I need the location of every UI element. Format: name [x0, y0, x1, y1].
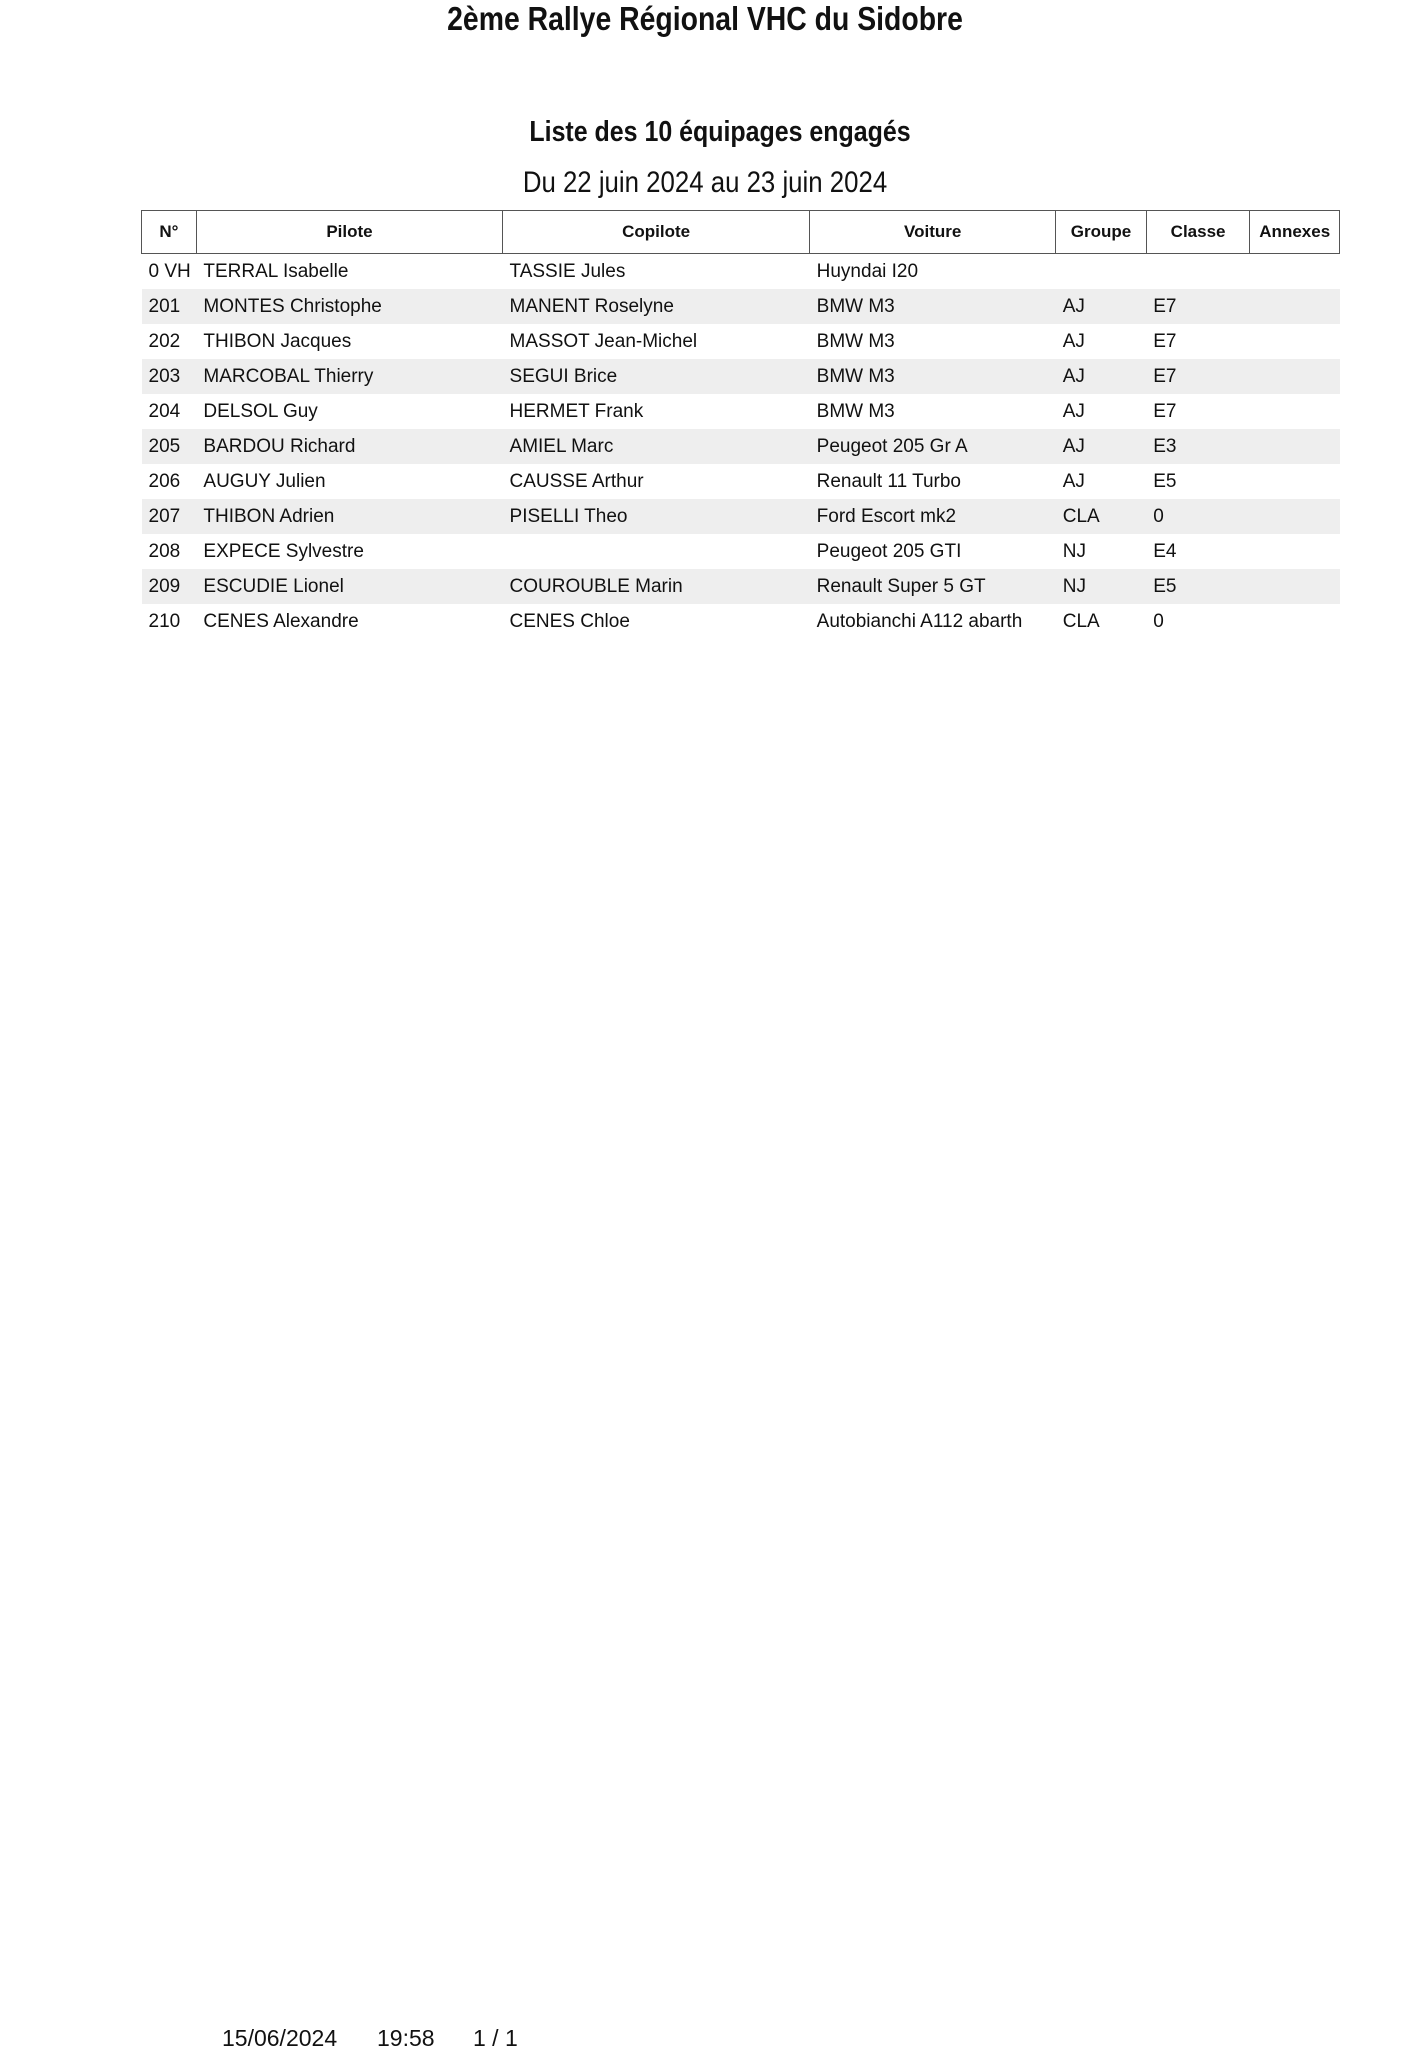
table-row — [142, 604, 1340, 639]
cell-pilote: DELSOL Guy — [203, 400, 318, 422]
cell-num: 204 — [148, 400, 181, 422]
cell-classe: E7 — [1146, 359, 1250, 394]
table-row — [142, 569, 1340, 604]
cell-classe: 0 — [1153, 610, 1164, 632]
header-groupe: Groupe — [1056, 211, 1147, 254]
cell-classe: E5 — [1146, 569, 1250, 604]
cell-voiture: Ford Escort mk2 — [810, 499, 1056, 534]
cell-voiture: BMW M3 — [810, 289, 1056, 324]
cell-copilote: HERMET Frank — [509, 400, 644, 422]
cell-pilote: TERRAL Isabelle — [203, 260, 349, 282]
cell-pilote: MONTES Christophe — [196, 289, 502, 324]
cell-pilote: MARCOBAL Thierry — [196, 359, 502, 394]
cell-voiture: BMW M3 — [810, 359, 1056, 394]
footer-date: 15/06/2024 — [222, 2025, 338, 2048]
cell-voiture: Autobianchi A112 abarth — [816, 610, 1023, 632]
cell-num: 208 — [148, 540, 181, 562]
table-row — [142, 499, 1340, 534]
cell-annexes — [1250, 464, 1340, 499]
cell-num: 201 — [142, 289, 197, 324]
header-voiture: Voiture — [810, 211, 1056, 254]
cell-num: 207 — [142, 499, 197, 534]
cell-copilote: COUROUBLE Marin — [503, 569, 810, 604]
cell-pilote: EXPECE Sylvestre — [203, 540, 364, 562]
cell-voiture: Peugeot 205 GTI — [816, 540, 962, 562]
cell-annexes — [1250, 534, 1340, 569]
header-classe: Classe — [1146, 211, 1250, 254]
cell-copilote: CENES Chloe — [509, 610, 630, 632]
cell-copilote: CAUSSE Arthur — [509, 470, 644, 492]
cell-voiture: Peugeot 205 Gr A — [810, 429, 1056, 464]
cell-groupe: AJ — [1062, 470, 1085, 492]
table-row — [142, 289, 1340, 324]
cell-num: 206 — [148, 470, 181, 492]
cell-groupe — [1056, 254, 1147, 290]
cell-classe: E7 — [1153, 330, 1177, 352]
document-title: 2ème Rallye Régional VHC du Sidobre — [447, 0, 963, 37]
cell-annexes — [1250, 254, 1340, 290]
cell-num: 210 — [148, 610, 181, 632]
table-header — [142, 211, 1340, 254]
cell-pilote: CENES Alexandre — [203, 610, 359, 632]
cell-num: 203 — [142, 359, 197, 394]
table-row — [142, 324, 1340, 359]
cell-voiture: Huyndai I20 — [816, 260, 919, 282]
date-range: Du 22 juin 2024 au 23 juin 2024 — [522, 166, 888, 199]
cell-copilote: PISELLI Theo — [503, 499, 810, 534]
table-row — [142, 394, 1340, 429]
cell-classe: E7 — [1153, 400, 1177, 422]
cell-groupe: AJ — [1062, 400, 1085, 422]
cell-annexes — [1250, 289, 1340, 324]
cell-copilote: MASSOT Jean-Michel — [509, 330, 698, 352]
document-subtitle: Liste des 10 équipages engagés — [529, 116, 911, 148]
header-annexes: Annexes — [1250, 211, 1340, 254]
cell-copilote — [503, 534, 810, 569]
cell-groupe: CLA — [1056, 499, 1147, 534]
cell-groupe: AJ — [1056, 359, 1147, 394]
cell-pilote: THIBON Jacques — [203, 330, 352, 352]
cell-classe: E5 — [1153, 470, 1177, 492]
cell-voiture: BMW M3 — [816, 330, 895, 352]
cell-classe: E7 — [1146, 289, 1250, 324]
cell-groupe: AJ — [1056, 289, 1147, 324]
cell-copilote: TASSIE Jules — [509, 260, 626, 282]
cell-copilote: AMIEL Marc — [503, 429, 810, 464]
cell-num: 0 VH — [148, 260, 191, 282]
cell-pilote: ESCUDIE Lionel — [196, 569, 502, 604]
cell-annexes — [1250, 394, 1340, 429]
cell-classe: E3 — [1146, 429, 1250, 464]
footer-time: 19:58 — [377, 2025, 435, 2048]
cell-annexes — [1250, 429, 1340, 464]
cell-annexes — [1250, 499, 1340, 534]
cell-groupe: NJ — [1056, 569, 1147, 604]
cell-classe: 0 — [1146, 499, 1250, 534]
header-row — [142, 211, 1340, 254]
cell-copilote: MANENT Roselyne — [503, 289, 810, 324]
header-pilote: Pilote — [196, 211, 502, 254]
cell-annexes — [1250, 359, 1340, 394]
table-row — [142, 534, 1340, 569]
footer-page-number: 1 / 1 — [473, 2025, 518, 2048]
cell-pilote: AUGUY Julien — [203, 470, 326, 492]
table-row — [142, 254, 1340, 290]
cell-annexes — [1250, 324, 1340, 359]
cell-num: 205 — [142, 429, 197, 464]
cell-pilote: BARDOU Richard — [196, 429, 502, 464]
cell-pilote: THIBON Adrien — [196, 499, 502, 534]
cell-groupe: AJ — [1056, 429, 1147, 464]
cell-groupe: NJ — [1062, 540, 1086, 562]
cell-voiture: BMW M3 — [816, 400, 895, 422]
cell-classe — [1146, 254, 1250, 290]
cell-copilote: SEGUI Brice — [503, 359, 810, 394]
cell-voiture: Renault 11 Turbo — [816, 470, 961, 492]
cell-num: 209 — [142, 569, 197, 604]
entries-table — [141, 210, 1340, 639]
table-row — [142, 464, 1340, 499]
table-row — [142, 359, 1340, 394]
cell-groupe: CLA — [1062, 610, 1100, 632]
cell-annexes — [1250, 569, 1340, 604]
cell-classe: E4 — [1153, 540, 1177, 562]
header-copilote: Copilote — [503, 211, 810, 254]
cell-groupe: AJ — [1062, 330, 1085, 352]
table-body — [142, 254, 1340, 640]
table-row — [142, 429, 1340, 464]
header-num: N° — [142, 211, 197, 254]
cell-num: 202 — [148, 330, 181, 352]
cell-annexes — [1250, 604, 1340, 639]
cell-voiture: Renault Super 5 GT — [810, 569, 1056, 604]
